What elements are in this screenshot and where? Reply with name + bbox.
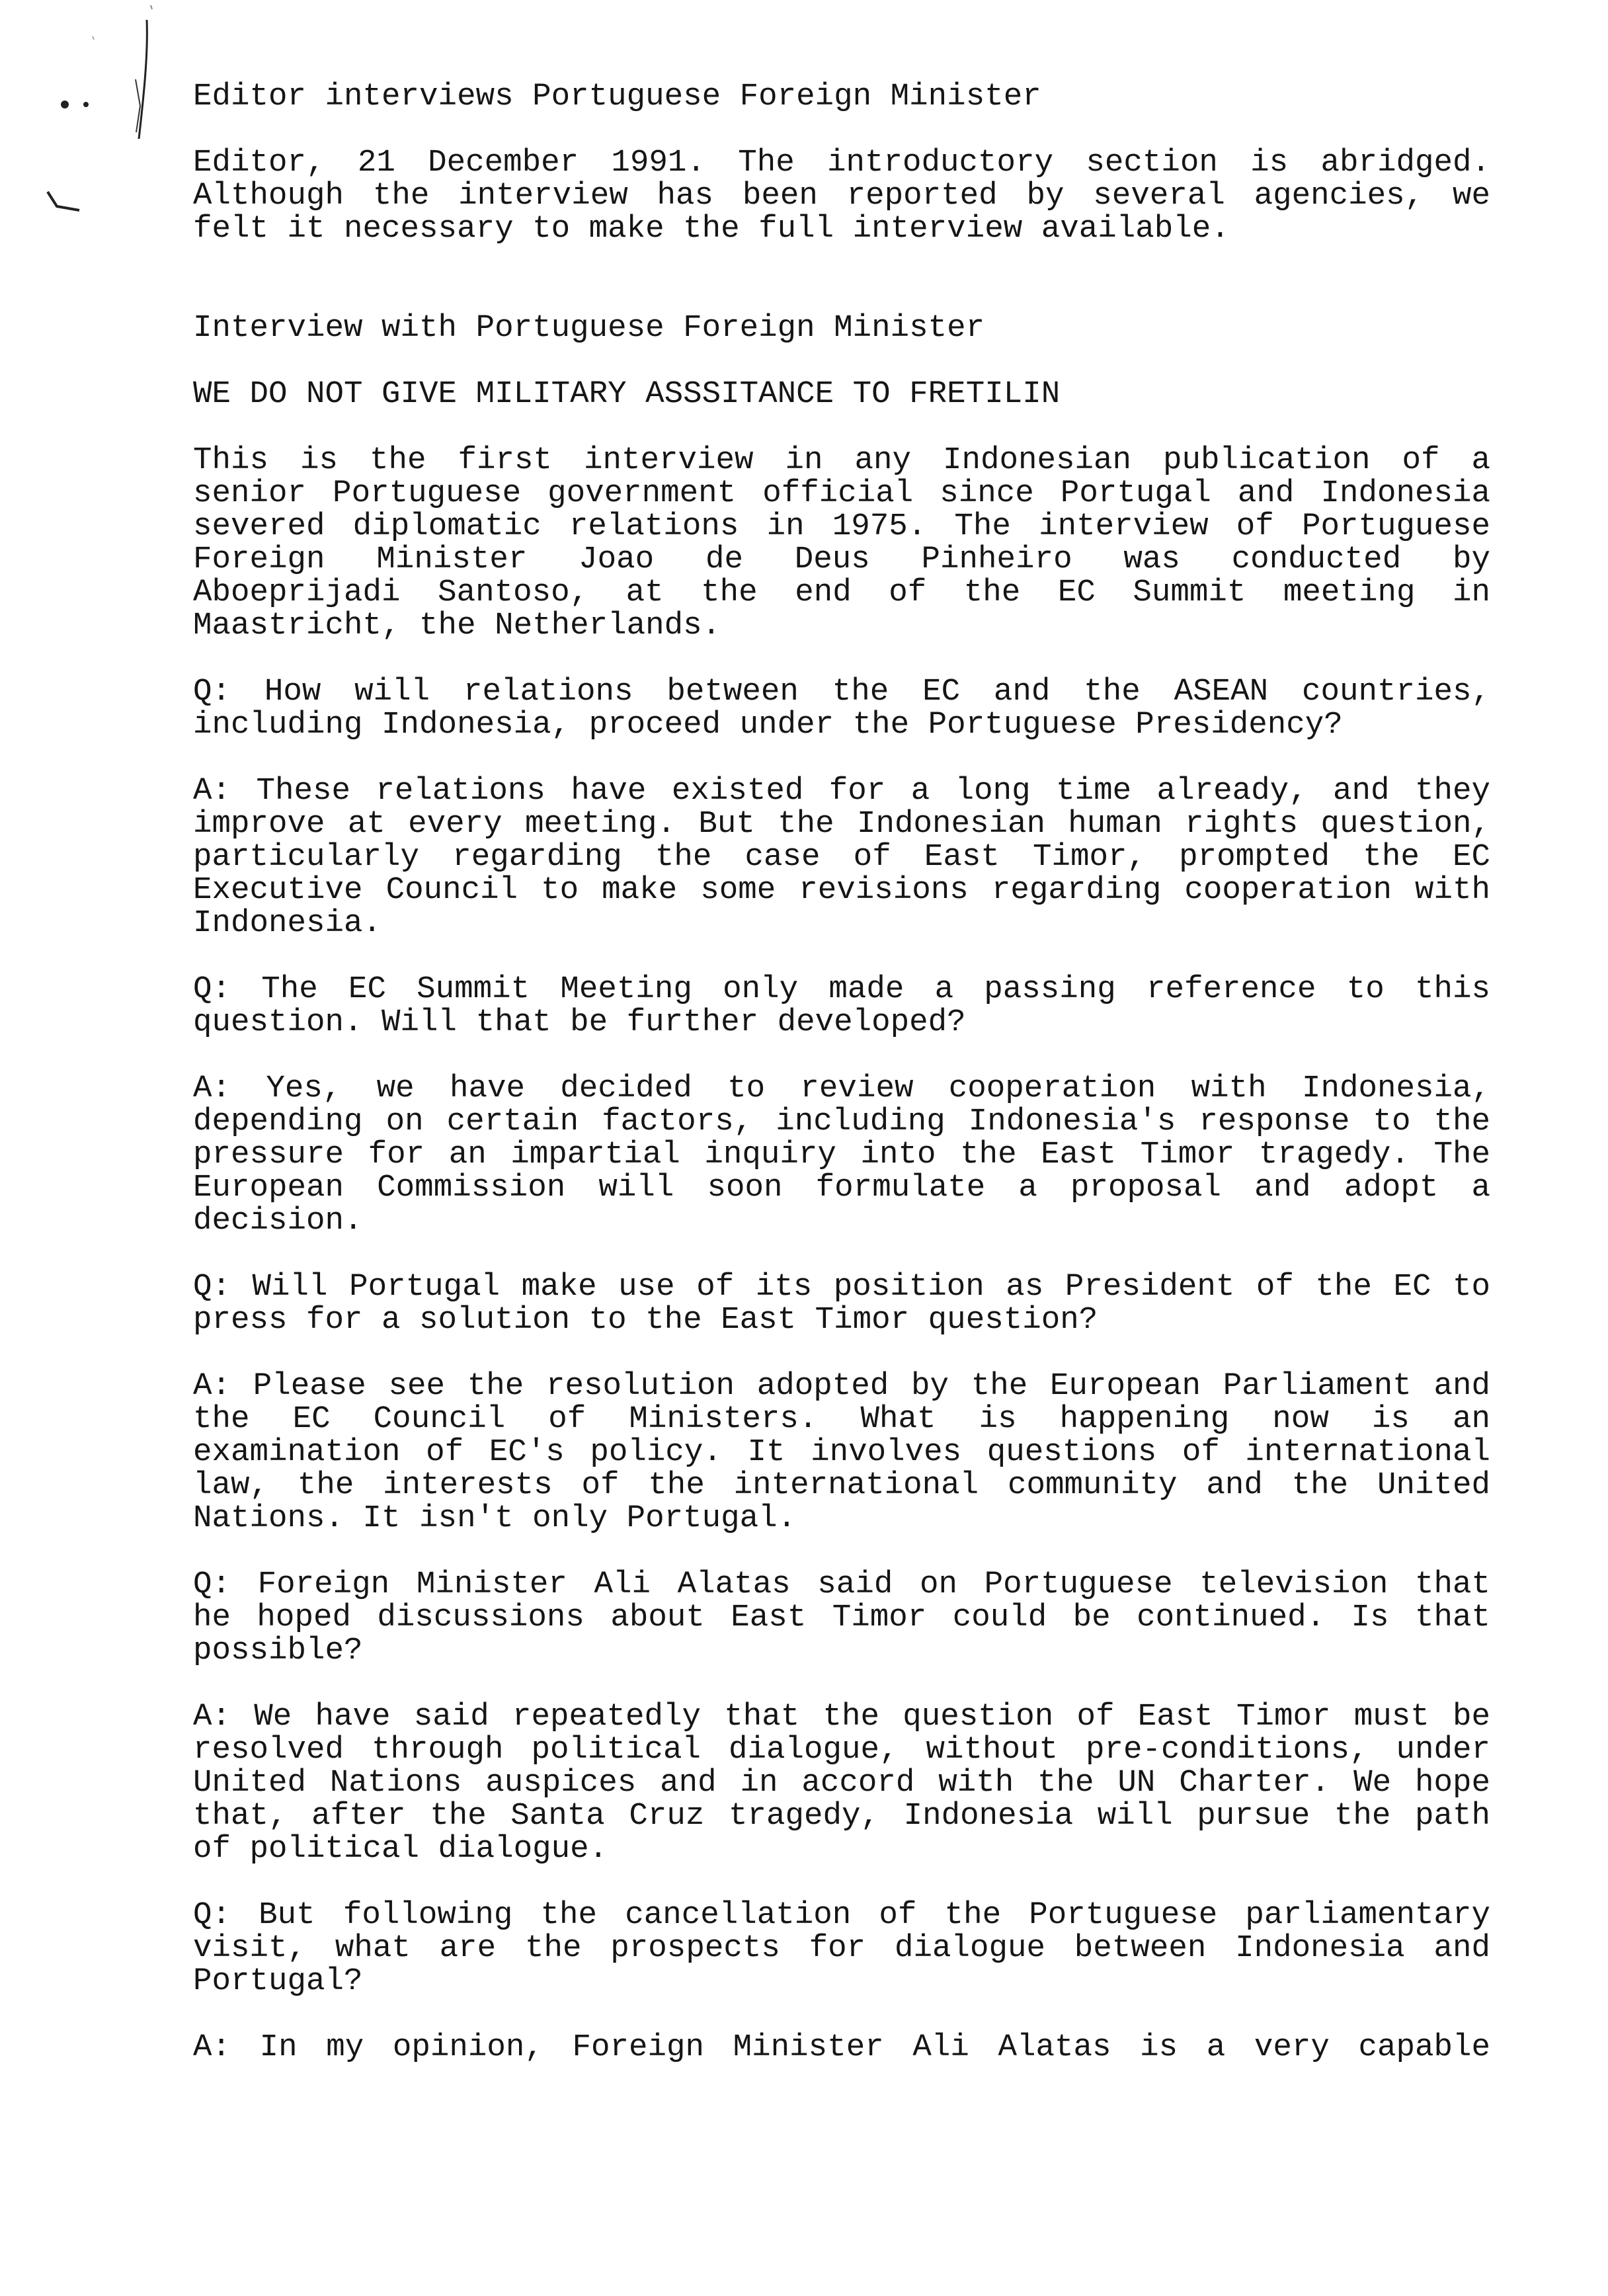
lead-line: Foreign Minister Joao de Deus Pinheiro was conducted by	[193, 542, 1490, 577]
answer-paragraph	[193, 1700, 1490, 1866]
header-title: Editor interviews Portuguese Foreign Minister	[193, 79, 1041, 114]
qa-line: visit, what are the prospects for dialogue between Indonesia and	[193, 1930, 1490, 1966]
lead-line: severed diplomatic relations in 1975. The interview of Portuguese	[193, 509, 1490, 544]
qa-line: European Commission will soon formulate a proposal and adopt a	[193, 1170, 1490, 1206]
qa-line: Executive Council to make some revisions regarding cooperation with	[193, 872, 1490, 908]
article-headline-block	[193, 378, 1490, 411]
intro-line: Although the interview has been reported by several agencies, we	[193, 178, 1490, 214]
qa-line: possible?	[193, 1633, 363, 1668]
intro-line: felt it necessary to make the full interview available.	[193, 211, 1230, 247]
qa-line: Q: Foreign Minister Ali Alatas said on Portuguese television that	[193, 1567, 1490, 1602]
qa-line: decision.	[193, 1203, 363, 1239]
qa-line: Nations. It isn't only Portugal.	[193, 1500, 797, 1536]
qa-line: Q: But following the cancellation of the Portuguese parliamentary	[193, 1897, 1490, 1933]
qa-line: pressure for an impartial inquiry into the East Timor tragedy. The	[193, 1137, 1490, 1172]
margin-faint-mark	[151, 5, 152, 9]
margin-marks	[0, 0, 198, 238]
intro-paragraph	[193, 146, 1490, 245]
qa-line: the EC Council of Ministers. What is happening now is an	[193, 1401, 1490, 1437]
question-paragraph	[193, 973, 1490, 1039]
margin-hook-mark	[48, 192, 79, 210]
margin-dot-2	[83, 102, 89, 107]
answer-paragraph	[193, 774, 1490, 940]
qa-line: depending on certain factors, including Indonesia's response to the	[193, 1104, 1490, 1139]
qa-line: law, the interests of the international community and the United	[193, 1467, 1490, 1503]
qa-line: of political dialogue.	[193, 1831, 608, 1867]
margin-pen-stroke	[139, 20, 147, 139]
answer-paragraph	[193, 1072, 1490, 1237]
lead-line: Aboeprijadi Santoso, at the end of the EC Summit meeting in	[193, 575, 1490, 610]
lead-line: Maastricht, the Netherlands.	[193, 608, 721, 643]
question-paragraph	[193, 1568, 1490, 1667]
qa-line: question. Will that be further developed?	[193, 1004, 966, 1040]
question-paragraph	[193, 1899, 1490, 1998]
qa-line: particularly regarding the case of East Timor, prompted the EC	[193, 839, 1490, 875]
qa-line: United Nations auspices and in accord with the UN Charter. We hope	[193, 1765, 1490, 1801]
question-paragraph	[193, 675, 1490, 741]
margin-faint-mark-2	[93, 36, 94, 40]
margin-tick-mark	[136, 79, 140, 132]
lead-paragraph	[193, 444, 1490, 642]
header-title-block	[193, 80, 1490, 113]
qa-line: Portugal?	[193, 1963, 363, 1999]
qa-line: A: We have said repeatedly that the question of East Timor must be	[193, 1699, 1490, 1735]
article-title: Interview with Portuguese Foreign Minister	[193, 310, 985, 346]
question-paragraph	[193, 1270, 1490, 1336]
intro-line: Editor, 21 December 1991. The introductory section is abridged.	[193, 145, 1490, 181]
qa-line: press for a solution to the East Timor question?	[193, 1302, 1098, 1338]
qa-line: that, after the Santa Cruz tragedy, Indonesia will pursue the path	[193, 1798, 1490, 1834]
qa-line: improve at every meeting. But the Indonesian human rights question,	[193, 806, 1490, 842]
qa-line: resolved through political dialogue, without pre-conditions, under	[193, 1732, 1490, 1768]
qa-line: Q: Will Portugal make use of its position as President of the EC to	[193, 1269, 1490, 1305]
qa-line: A: Yes, we have decided to review cooperation with Indonesia,	[193, 1071, 1490, 1106]
margin-dot-1	[61, 101, 69, 108]
article-headline: WE DO NOT GIVE MILITARY ASSSITANCE TO FRETILIN	[193, 376, 1061, 412]
answer-paragraph	[193, 1370, 1490, 1535]
qa-line: Q: How will relations between the EC and the ASEAN countries,	[193, 674, 1490, 710]
qa-line: he hoped discussions about East Timor could be continued. Is that	[193, 1600, 1490, 1635]
answer-paragraph	[193, 2031, 1490, 2064]
qa-line: Indonesia.	[193, 905, 382, 941]
lead-line: This is the first interview in any Indonesian publication of a	[193, 442, 1490, 478]
qa-line: A: These relations have existed for a long time already, and they	[193, 773, 1490, 809]
qa-line: examination of EC's policy. It involves questions of international	[193, 1434, 1490, 1470]
qa-line: A: In my opinion, Foreign Minister Ali Alatas is a very capable	[193, 2030, 1490, 2065]
qa-line: Q: The EC Summit Meeting only made a passing reference to this	[193, 971, 1490, 1007]
article-title-block	[193, 311, 1490, 345]
qa-line: including Indonesia, proceed under the Portuguese Presidency?	[193, 707, 1343, 743]
qa-line: A: Please see the resolution adopted by the European Parliament and	[193, 1368, 1490, 1404]
lead-line: senior Portuguese government official since Portugal and Indonesia	[193, 475, 1490, 511]
